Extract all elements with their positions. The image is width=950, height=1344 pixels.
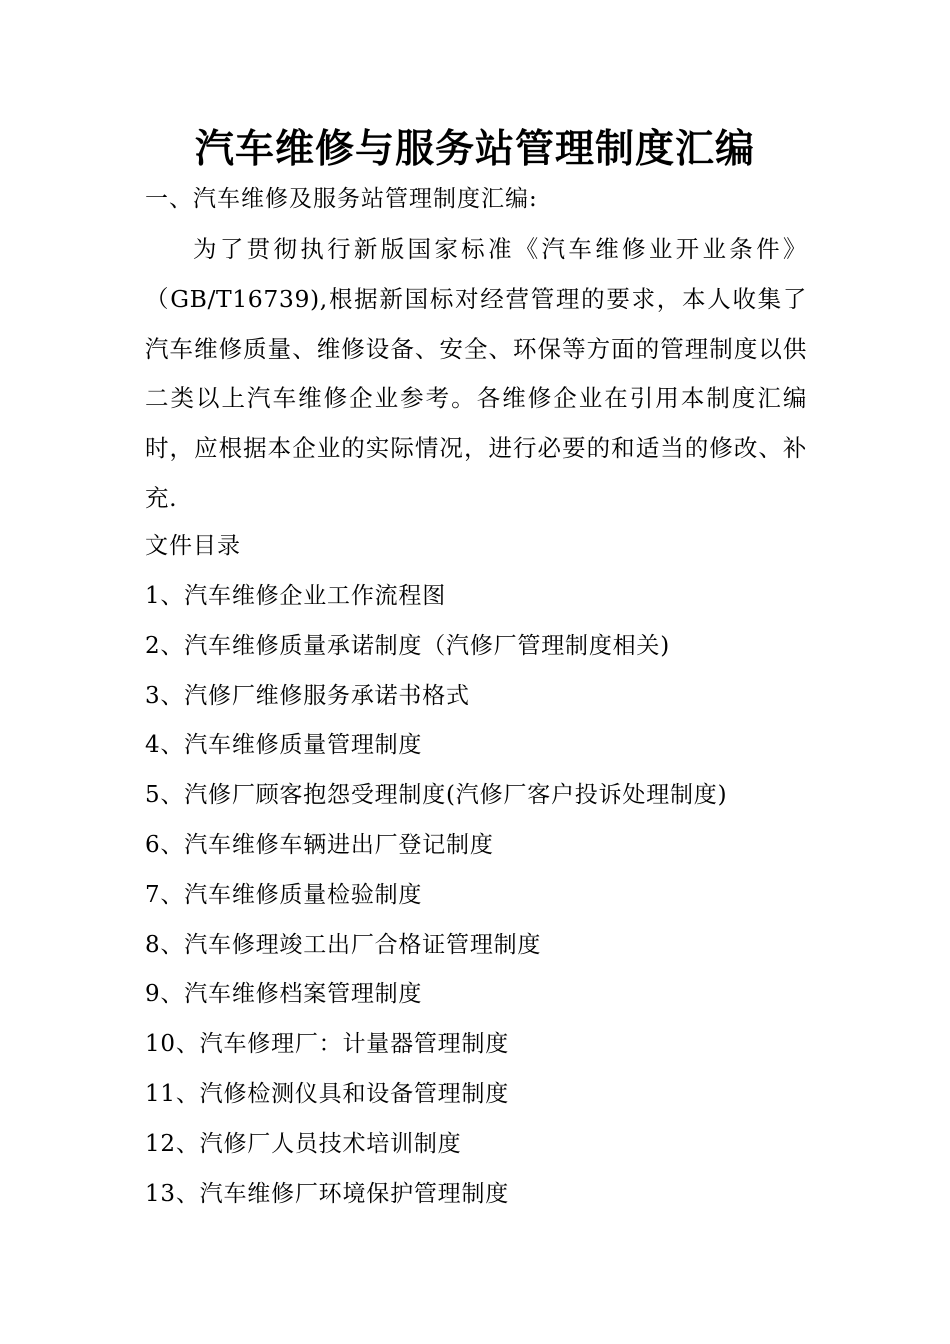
toc-item: 3、汽修厂维修服务承诺书格式 xyxy=(145,682,470,709)
toc-item: 13、汽车维修厂环境保护管理制度 xyxy=(145,1180,510,1207)
toc-item: 5、汽修厂顾客抱怨受理制度(汽修厂客户投诉处理制度) xyxy=(145,782,728,809)
toc-item: 2、汽车维修质量承诺制度（汽修厂管理制度相关) xyxy=(145,632,671,659)
toc-item: 7、汽车维修质量检验制度 xyxy=(145,881,423,908)
toc-item: 12、汽修厂人员技术培训制度 xyxy=(145,1130,462,1157)
section-heading: 一、汽车维修及服务站管理制度汇编: xyxy=(145,186,538,212)
toc-item: 10、汽车修理厂：计量器管理制度 xyxy=(145,1031,510,1058)
toc-item: 4、汽车维修质量管理制度 xyxy=(145,732,423,759)
toc-list xyxy=(145,580,727,1227)
toc-item: 6、汽车维修车辆进出厂登记制度 xyxy=(145,831,494,858)
toc-item: 11、汽修检测仪具和设备管理制度 xyxy=(145,1080,510,1107)
toc-item: 9、汽车维修档案管理制度 xyxy=(145,981,423,1008)
toc-item: 1、汽车维修企业工作流程图 xyxy=(145,583,447,609)
toc-item: 8、汽车修理竣工出厂合格证管理制度 xyxy=(145,931,542,958)
document-title: 汽车维修与服务站管理制度汇编 xyxy=(194,127,755,172)
intro-paragraph: 为了贯彻执行新版国家标准《汽车维修业开业条件》（GB/T16739),根据新国标对经营管理的要求，本人收集了汽车维修质量、维修设备、安全、环保等方面的管理制度以供二类以上汽车维修企业参考。各维修企业在引用本制度汇编时，应根据本企业的实际情况，进行必要的和适当的修改、补充. xyxy=(145,235,807,512)
toc-heading: 文件目录 xyxy=(145,533,241,559)
